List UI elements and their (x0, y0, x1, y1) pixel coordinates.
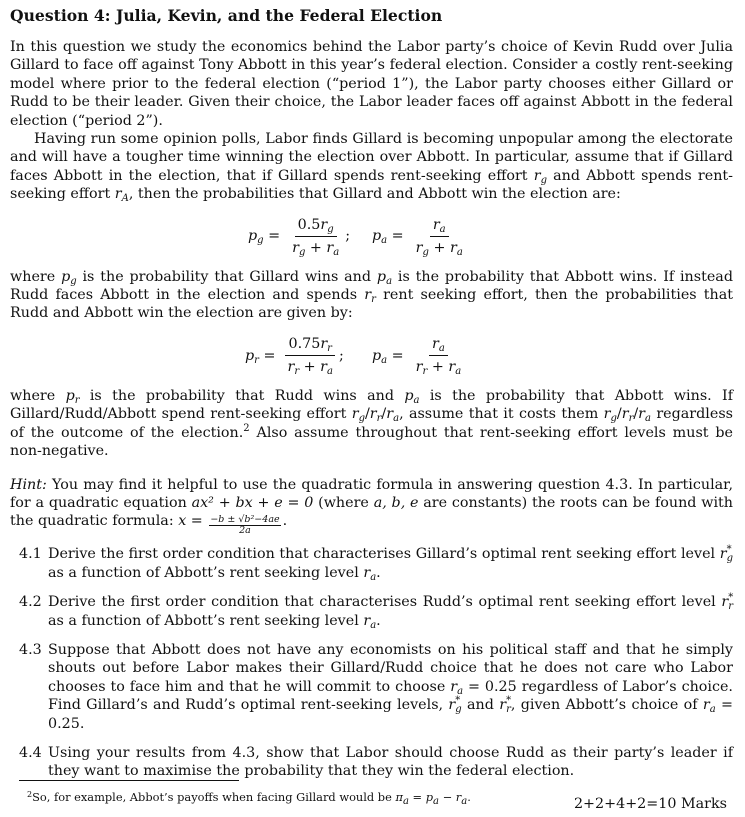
footnote-reference: 2 (243, 422, 250, 434)
intro-paragraph: In this question we study the economics behind the Labor party’s choice of Kevin Rudd over Julia Gillard to face off against Tony Abbott in this year’s federal election. Consider a costly rent-seeking model where prior to the federal election (“period 1”), the Labor party chooses either Gillard or Rudd to be their leader. Given their choice, the Labor leader faces off against Abbott in the federal election (“period 2”). (10, 39, 733, 129)
rudd-probability-equations (10, 330, 733, 382)
opinion-poll-paragraph: Having run some opinion polls, Labor finds Gillard is becoming unpopular among the electorate and will have a tougher time winning the election over Abbott. In particular, assume that if Gillard faces Abbott in the election, that if Gillard spends rent-seeking effort $r_g$ and Abbott spends rent-seeking effort $r_A$, then the probabilities that Gillard and Abbott win the election are: (10, 131, 733, 205)
abbott-win-equation-vs-rudd: $p_a$ = $\frac{r_a}{r_r + r_a}$ (372, 336, 462, 378)
question-item: 4.1 Derive the first order condition that characterises Gillard’s optimal rent seeking effort level $r^*_g$ as a function of Abbott’s rent seeking level $r_a$. (19, 544, 733, 583)
marks-total: 2+2+4+2=10 Marks (573, 795, 727, 812)
abbott-win-equation-vs-gillard: $p_a$ = $\frac{r_a}{r_g + r_a}$ (372, 217, 463, 259)
gillard-probability-equations (10, 211, 733, 263)
question-item: 4.4 Using your results from 4.3, show that Labor should choose Rudd as their party’s leader if they want to maximise the probability that they win the federal election. (19, 744, 733, 780)
question-item: 4.2 Derive the first order condition that characterises Rudd’s optimal rent seeking effort level $r^*_r$ as a function of Abbott’s rent seeking level $r_a$. (19, 592, 734, 631)
cost-paragraph: where $p_r$ is the probability that Rudd wins and $p_a$ is the probability that Abbott wins. If Gillard/Rudd/Abbott spend rent-seeking effort $r_g/r_r/r_a$, assume that it costs them $r_g/r_r/r_a$ regardless of the outcome of the election.$^2$ Also assume throughout that rent-seeking effort levels must be non-negative. (10, 387, 733, 460)
question-heading: Question 4: Julia, Kevin, and the Federal Election (10, 6, 443, 25)
footnote-divider (19, 780, 239, 781)
question-item: 4.3 Suppose that Abbott does not have any economists on his political staff and that he simply shouts out before Labor makes their Gillard/Rudd choice that he does not care who Labor chooses to face him and that he will commit to choose $r_a = 0.25$ regardless of Labor’s choice. Find Gillard’s and Rudd’s optimal rent-seeking levels, $r^*_g$ and $r^*_r$, given Abbott’s choice of $r_a = 0.25$. (19, 641, 733, 732)
gillard-win-equation: $p_g$ = $\frac{0.5r_g}{r_g + r_a}$ ; (248, 217, 351, 259)
footnote: $^2$So, for example, Abbot’s payoffs when facing Gillard would be $\pi_a = p_a - r_a$. (27, 790, 471, 807)
rudd-setup-paragraph: where $p_g$ is the probability that Gillard wins and $p_a$ is the probability that Abbott wins. If instead Rudd faces Abbott in the election and spends $r_r$ rent seeking effort, then the probabilities that Rudd and Abbott win the election are given by: (10, 268, 733, 322)
hint-paragraph: Hint: You may find it helpful to use the quadratic formula in answering question 4.3. In particular, for a quadratic equation ax² + bx + e = 0 (where a, b, e are constants) the roots can be found with the quadratic formula: x = $\frac{\text{−b ± √b²−4ae}}{2a}$ . (10, 476, 733, 537)
document-page (10, 0, 733, 813)
rudd-win-equation: $p_r$ = $\frac{0.75r_r}{r_r + r_a}$ ; (245, 336, 344, 378)
question-list (10, 545, 733, 780)
quadratic-formula: $\frac{\text{−b ± √b²−4ae}}{2a}$ (210, 514, 280, 537)
